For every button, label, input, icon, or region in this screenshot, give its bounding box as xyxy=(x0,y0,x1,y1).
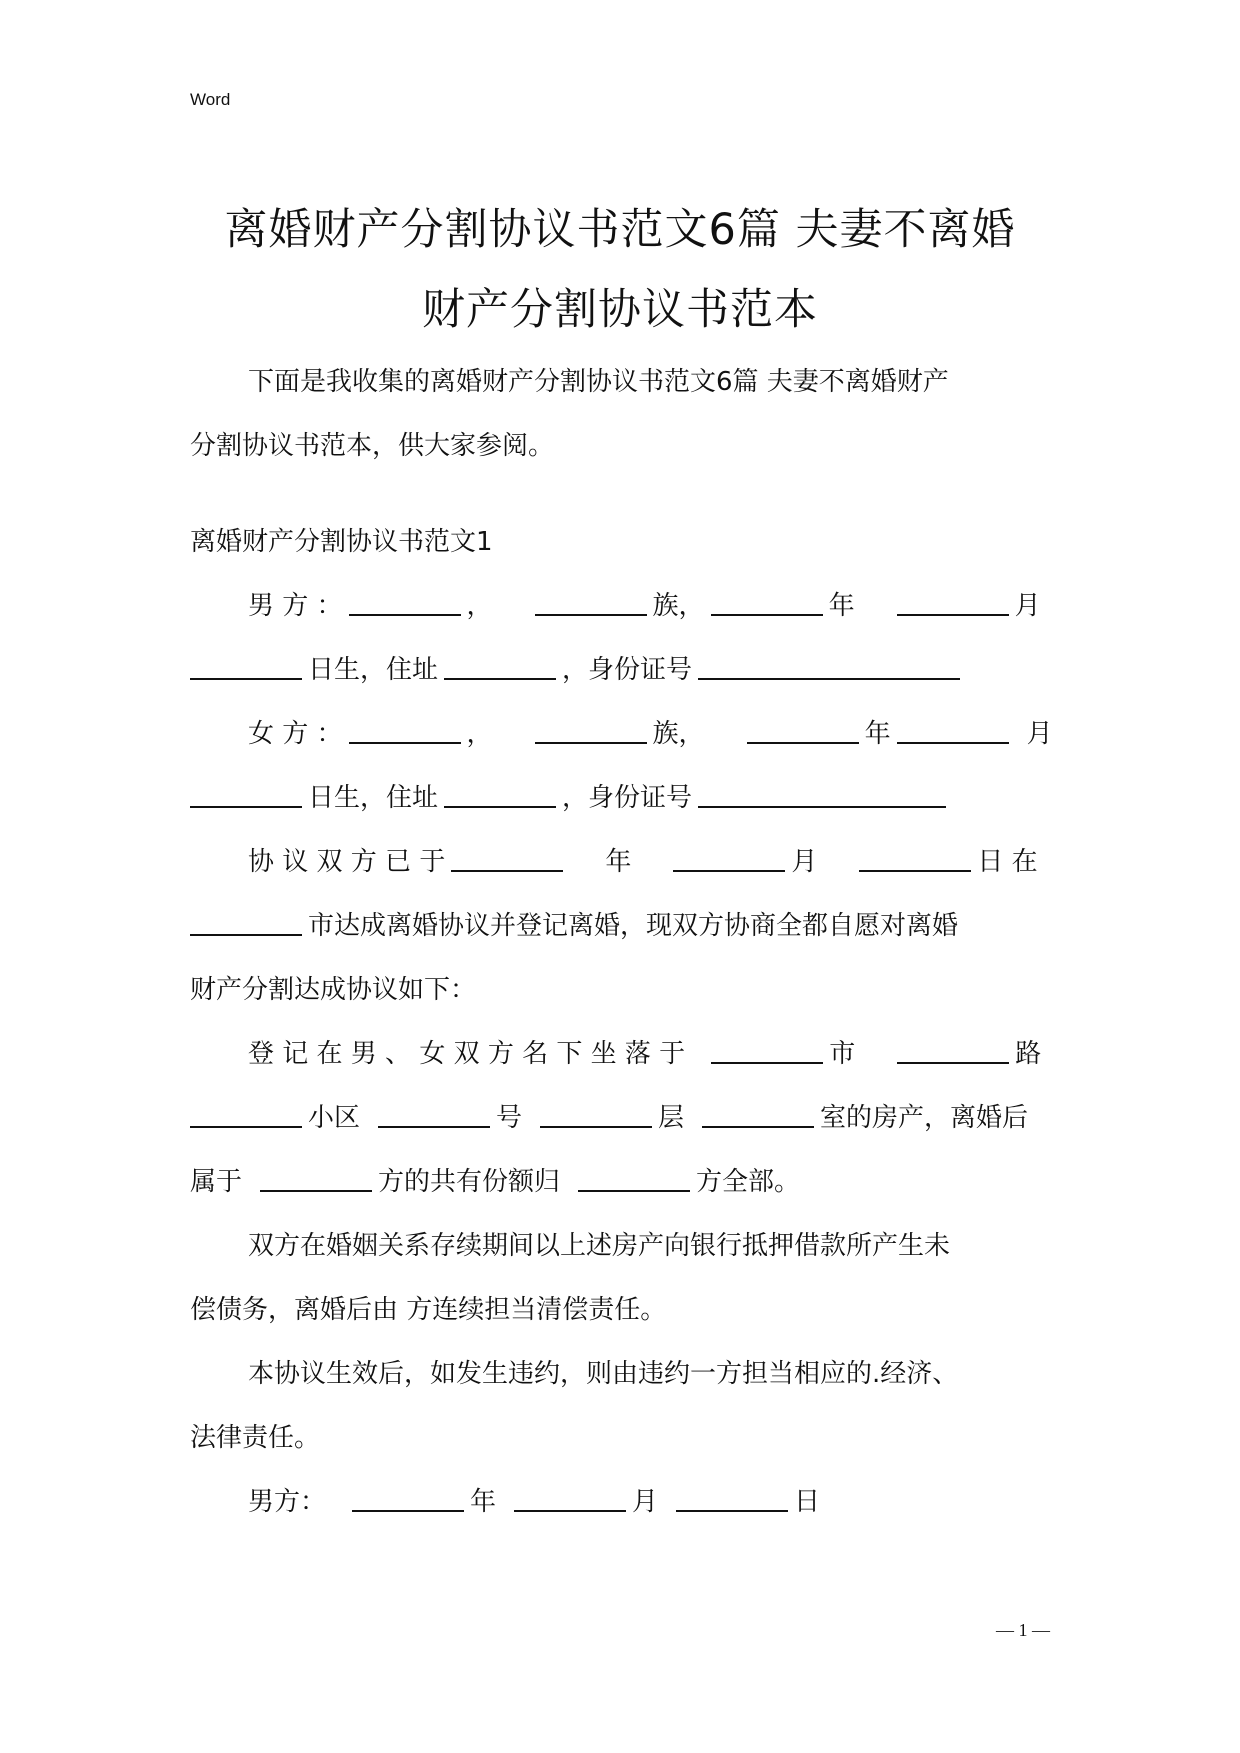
page-number: — 1 — xyxy=(996,1620,1050,1640)
male-label: 男 方 ： xyxy=(248,591,343,621)
intro-paragraph xyxy=(190,350,1060,478)
city-label: 市 xyxy=(829,1039,856,1069)
male-address-blank xyxy=(444,654,556,680)
agree-day-blank xyxy=(859,846,971,872)
house-row-3 xyxy=(190,1150,1060,1214)
agree-line-2-text: 市达成离婚协议并登记离婚，现双方协商全都自愿对离婚 xyxy=(308,911,959,941)
born-address-label: 日生，住址 xyxy=(308,655,439,685)
house-city-blank xyxy=(711,1038,823,1064)
header-label: Word xyxy=(190,90,231,109)
section-1 xyxy=(190,510,1060,1534)
female-month-blank xyxy=(897,718,1009,744)
house-row-1 xyxy=(190,1022,1060,1086)
male-month-blank xyxy=(897,590,1009,616)
male-year-blank xyxy=(711,590,823,616)
agreement-line-3: 财产分割达成协议如下： xyxy=(190,975,477,1005)
title-line-1: 离婚财产分割协议书范文6篇 夫妻不离婚 xyxy=(224,205,1016,255)
share-receiver-blank xyxy=(578,1166,690,1192)
male-name-blank xyxy=(349,590,461,616)
house-number-blank xyxy=(378,1102,490,1128)
month-label: 月 xyxy=(791,847,818,877)
all-text: 方全部。 xyxy=(696,1167,801,1197)
female-year-blank xyxy=(747,718,859,744)
sign-label: 男方： xyxy=(248,1487,327,1517)
intro-line-2: 分割协议书范本，供大家参阅。 xyxy=(190,431,555,461)
agree-city-blank xyxy=(190,910,302,936)
number-label: 号 xyxy=(496,1103,523,1133)
female-address-row xyxy=(190,766,1060,830)
born-address-label: 日生，住址 xyxy=(308,783,439,813)
male-address-row xyxy=(190,638,1060,702)
debt-line-2: 偿债务，离婚后由 方连续担当清偿责任。 xyxy=(190,1295,667,1325)
day-label: 日 xyxy=(794,1487,821,1517)
floor-label: 层 xyxy=(658,1103,685,1133)
male-day-blank xyxy=(190,654,302,680)
female-info-row xyxy=(190,702,1060,766)
agreement-date-row xyxy=(190,830,1060,894)
agreement-line-2 xyxy=(190,894,1060,958)
intro-line-1: 下面是我收集的离婚财产分割协议书范文6篇 夫妻不离婚财产 xyxy=(248,367,949,397)
year-label: 年 xyxy=(605,847,632,877)
ethnic-label: 族， xyxy=(652,591,705,621)
female-label: 女 方 ： xyxy=(248,719,343,749)
year-label: 年 xyxy=(470,1487,497,1517)
male-info-row xyxy=(190,574,1060,638)
female-name-blank xyxy=(349,718,461,744)
house-row-2 xyxy=(190,1086,1060,1150)
female-id-blank xyxy=(698,782,946,808)
month-label: 月 xyxy=(632,1487,659,1517)
sign-month-blank xyxy=(514,1486,626,1512)
signature-row xyxy=(190,1470,1060,1534)
comma: ， xyxy=(466,591,493,621)
year-label: 年 xyxy=(864,719,891,749)
female-day-blank xyxy=(190,782,302,808)
sign-day-blank xyxy=(676,1486,788,1512)
sign-year-blank xyxy=(352,1486,464,1512)
agree-month-blank xyxy=(673,846,785,872)
house-area-blank xyxy=(190,1102,302,1128)
id-label: ，身份证号 xyxy=(562,655,693,685)
agree-day-label: 日 在 xyxy=(977,847,1038,877)
house-floor-blank xyxy=(540,1102,652,1128)
female-address-blank xyxy=(444,782,556,808)
female-ethnic-blank xyxy=(535,718,647,744)
debt-line-1: 双方在婚姻关系存续期间以上述房产向银行抵押借款所产生未 xyxy=(248,1231,951,1261)
house-room-blank xyxy=(702,1102,814,1128)
share-owner-blank xyxy=(260,1166,372,1192)
breach-line-1: 本协议生效后，如发生违约，则由违约一方担当相应的.经济、 xyxy=(248,1359,959,1389)
month-label: 月 xyxy=(1014,591,1041,621)
male-id-blank xyxy=(698,654,960,680)
male-ethnic-blank xyxy=(535,590,647,616)
agree-year-blank xyxy=(451,846,563,872)
house-road-blank xyxy=(897,1038,1009,1064)
section-1-heading: 离婚财产分割协议书范文1 xyxy=(190,527,493,557)
comma: ， xyxy=(466,719,493,749)
agree-prefix: 协 议 双 方 已 于 xyxy=(248,847,446,877)
document-title xyxy=(175,190,1065,350)
house-prefix: 登 记 在 男 、 女 双 方 名 下 坐 落 于 xyxy=(248,1039,686,1069)
id-label: ，身份证号 xyxy=(562,783,693,813)
month-label: 月 xyxy=(1026,719,1053,749)
road-label: 路 xyxy=(1015,1039,1042,1069)
belongs-label: 属于 xyxy=(190,1167,243,1197)
title-line-2: 财产分割协议书范本 xyxy=(422,285,818,335)
ethnic-label: 族， xyxy=(652,719,705,749)
community-label: 小区 xyxy=(308,1103,361,1133)
year-label: 年 xyxy=(828,591,855,621)
share-text: 方的共有份额归 xyxy=(378,1167,561,1197)
breach-line-2: 法律责任。 xyxy=(190,1423,321,1453)
room-suffix: 室的房产，离婚后 xyxy=(820,1103,1029,1133)
